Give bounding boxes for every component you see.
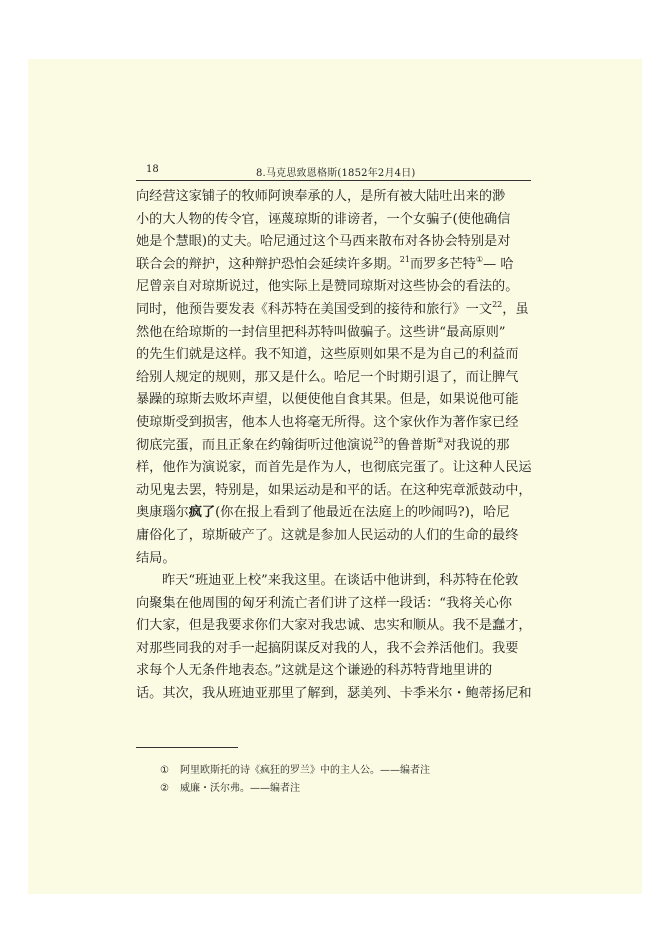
footnote-text: 阿里欧斯托的诗《疯狂的罗兰》中的主人公。——编者注 — [180, 765, 430, 776]
text-line: 话。其次，我从班迪亚那里了解到，瑟美列、卡季米尔・鲍蒂扬尼和 — [136, 686, 532, 702]
text-line: 庸俗化了，琼斯破产了。这就是参加人民运动的人们的生命的最终 — [136, 527, 519, 543]
text-line: 们大家，但是我要求你们大家对我忠诚、忠实和顺从。我不是蠢才， — [136, 618, 532, 634]
footnotes — [160, 762, 520, 798]
text-line: 动见鬼去罢，特别是，如果运动是和平的话。在这种宪章派鼓动中， — [136, 482, 532, 498]
text-line: 结局。 — [136, 550, 176, 566]
emphasis: 疯了 — [188, 505, 216, 521]
text-line: 的先生们就是这样。我不知道，这些原则如果不是为自己的利益而 — [136, 347, 519, 363]
text-line: 尼曾亲自对琼斯说过，他实际上是赞同琼斯对这些协会的看法的。 — [136, 279, 519, 295]
running-header — [136, 161, 531, 179]
footnote-ref[interactable]: ② — [436, 435, 444, 445]
text-line: 给别人规定的规则，那又是什么。哈尼一个时期引退了，而让脾气 — [136, 369, 519, 385]
page-number: 18 — [146, 164, 159, 175]
endnote-ref[interactable]: 22 — [492, 299, 503, 309]
footnote-marker: ① — [160, 765, 169, 776]
text-line: 向经营这家铺子的牧师阿谀奉承的人，是所有被大陆吐出来的渺 — [136, 189, 506, 204]
endnote-ref[interactable]: 23 — [373, 435, 384, 445]
text-line: 联合会的辩护，这种辩护恐怕会延续许多期。$^{21}$而罗多芒特①— 哈 — [136, 254, 514, 272]
text-line: 彻底完蛋，而且正象在约翰街听过他演说$^{23}$的鲁普斯②对我说的那 — [136, 435, 510, 453]
footnote-text: 威廉・沃尔弗。——编者注 — [180, 783, 300, 794]
footnote-marker: ② — [160, 783, 169, 794]
footnote-rule — [136, 747, 238, 748]
endnote-ref[interactable]: 21 — [399, 254, 410, 264]
text-line: 向聚集在他周围的匈牙利流亡者们讲了这样一段话：“我将关心你 — [136, 595, 512, 611]
text-line: 对那些同我的对手一起搞阴谋反对我的人，我不会养活他们。我要 — [136, 640, 519, 656]
text-line: 她是个慧眼)的丈夫。哈尼通过这个马西来散布对各协会特别是对 — [136, 234, 511, 250]
text-line: 暴躁的琼斯去败坏声望，以便使他自食其果。但是，如果说他可能 — [136, 392, 519, 408]
text-line: 小的大人物的传令官，诬蔑琼斯的诽谤者，一个女骗子(使他确信 — [136, 211, 511, 227]
footnote — [160, 762, 520, 780]
text-line: 使琼斯受到损害，他本人也将毫无所得。这个家伙作为著作家已经 — [136, 414, 519, 430]
header-rule — [136, 180, 531, 181]
letter-body — [136, 186, 534, 706]
running-title: 8.马克思致恩格斯(1852年2月4日) — [256, 168, 416, 179]
footnote — [160, 780, 520, 798]
footnote-ref[interactable]: ① — [475, 254, 484, 264]
text-line: 然他在给琼斯的一封信里把科苏特叫做骗子。这些讲“最高原则” — [136, 324, 506, 340]
text-line: 求每个人无条件地表态。”这就是这个谦逊的科苏特背地里讲的 — [136, 663, 493, 679]
text-line: 样，他作为演说家，而首先是作为人，也彻底完蛋了。让这种人民运 — [136, 460, 532, 476]
paragraph-start-line: 昨天“班迪亚上校”来我这里。在谈话中他讲到，科苏特在伦敦 — [162, 573, 519, 589]
text-line: 奥康瑙尔疯了(你在报上看到了他最近在法庭上的吵闹吗?)，哈尼 — [136, 505, 510, 521]
text-line: 同时，他预告要发表《科苏特在美国受到的接待和旅行》一文$^{22}$，虽 — [136, 299, 529, 317]
